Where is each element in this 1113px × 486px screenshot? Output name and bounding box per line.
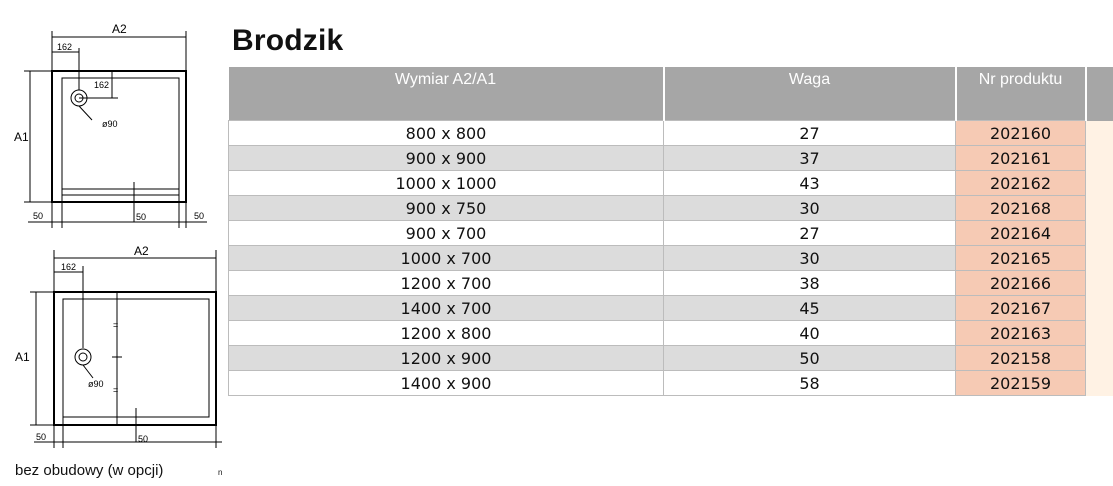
caption: bez obudowy (w opcji) [15, 462, 164, 479]
cell-weight: 30 [664, 246, 956, 271]
cell-code: 202160 [956, 121, 1086, 146]
product-table [228, 67, 1113, 396]
cell-edge [1086, 321, 1113, 346]
caption-mark: n [218, 468, 223, 477]
margin-left-top: 50 [33, 211, 44, 221]
drain-diameter-bottom: ø90 [88, 379, 104, 389]
cell-code: 202159 [956, 371, 1086, 396]
table-row [229, 246, 1113, 271]
cell-size: 1200 x 700 [229, 271, 664, 296]
cell-weight: 27 [664, 121, 956, 146]
cell-size: 900 x 750 [229, 196, 664, 221]
cell-edge [1086, 196, 1113, 221]
cell-size: 1400 x 700 [229, 296, 664, 321]
margin-bottom-top: 50 [136, 212, 147, 222]
cell-weight: 58 [664, 371, 956, 396]
cell-edge [1086, 346, 1113, 371]
equal-mark-upper: = [113, 320, 119, 330]
page-title: Brodzik [232, 24, 344, 57]
cell-weight: 37 [664, 146, 956, 171]
table-row [229, 196, 1113, 221]
table-row [229, 121, 1113, 146]
cell-weight: 50 [664, 346, 956, 371]
cell-edge [1086, 296, 1113, 321]
dim-label-a2-bottom: A2 [134, 244, 149, 258]
cell-edge [1086, 271, 1113, 296]
table-row [229, 346, 1113, 371]
dim-162-x-bottom: 162 [61, 262, 77, 272]
dim-label-a1-top: A1 [14, 130, 29, 144]
cell-code: 202167 [956, 296, 1086, 321]
dim-label-a1-bottom: A1 [15, 350, 30, 364]
cell-code: 202164 [956, 221, 1086, 246]
cell-size: 900 x 700 [229, 221, 664, 246]
rectangular-tray-outline [54, 292, 216, 425]
column-header-code: Nr produktu [956, 67, 1086, 121]
cell-size: 1000 x 700 [229, 246, 664, 271]
cell-edge [1086, 121, 1113, 146]
cell-weight: 38 [664, 271, 956, 296]
dim-162-x-top: 162 [57, 42, 73, 52]
cell-edge [1086, 371, 1113, 396]
cell-weight: 40 [664, 321, 956, 346]
square-tray-outline [52, 71, 186, 202]
table-row [229, 146, 1113, 171]
technical-drawings [0, 0, 230, 486]
cell-weight: 27 [664, 221, 956, 246]
cell-code: 202163 [956, 321, 1086, 346]
column-header-extra [1086, 67, 1113, 121]
table-row [229, 371, 1113, 396]
margin-left-bottom: 50 [36, 432, 47, 442]
cell-size: 800 x 800 [229, 121, 664, 146]
cell-size: 1400 x 900 [229, 371, 664, 396]
table-row [229, 296, 1113, 321]
cell-edge [1086, 246, 1113, 271]
cell-size: 1200 x 800 [229, 321, 664, 346]
margin-bottom-bottom: 50 [138, 434, 149, 444]
cell-code: 202161 [956, 146, 1086, 171]
cell-size: 1000 x 1000 [229, 171, 664, 196]
cell-code: 202162 [956, 171, 1086, 196]
cell-code: 202168 [956, 196, 1086, 221]
table-row [229, 321, 1113, 346]
cell-edge [1086, 171, 1113, 196]
margin-right-top: 50 [194, 211, 205, 221]
cell-code: 202158 [956, 346, 1086, 371]
table-row [229, 271, 1113, 296]
dim-label-a2-top: A2 [112, 22, 127, 36]
cell-code: 202165 [956, 246, 1086, 271]
cell-edge [1086, 146, 1113, 171]
table-row [229, 171, 1113, 196]
dim-162-y-top: 162 [94, 80, 110, 90]
equal-mark-lower: = [113, 385, 119, 395]
cell-code: 202166 [956, 271, 1086, 296]
column-header-size: Wymiar A2/A1 [229, 67, 664, 121]
cell-size: 900 x 900 [229, 146, 664, 171]
column-header-weight: Waga [664, 67, 956, 121]
cell-size: 1200 x 900 [229, 346, 664, 371]
table-row [229, 221, 1113, 246]
table-header-row [229, 67, 1113, 121]
cell-edge [1086, 221, 1113, 246]
cell-weight: 45 [664, 296, 956, 321]
drain-diameter-top: ø90 [102, 119, 118, 129]
cell-weight: 30 [664, 196, 956, 221]
cell-weight: 43 [664, 171, 956, 196]
